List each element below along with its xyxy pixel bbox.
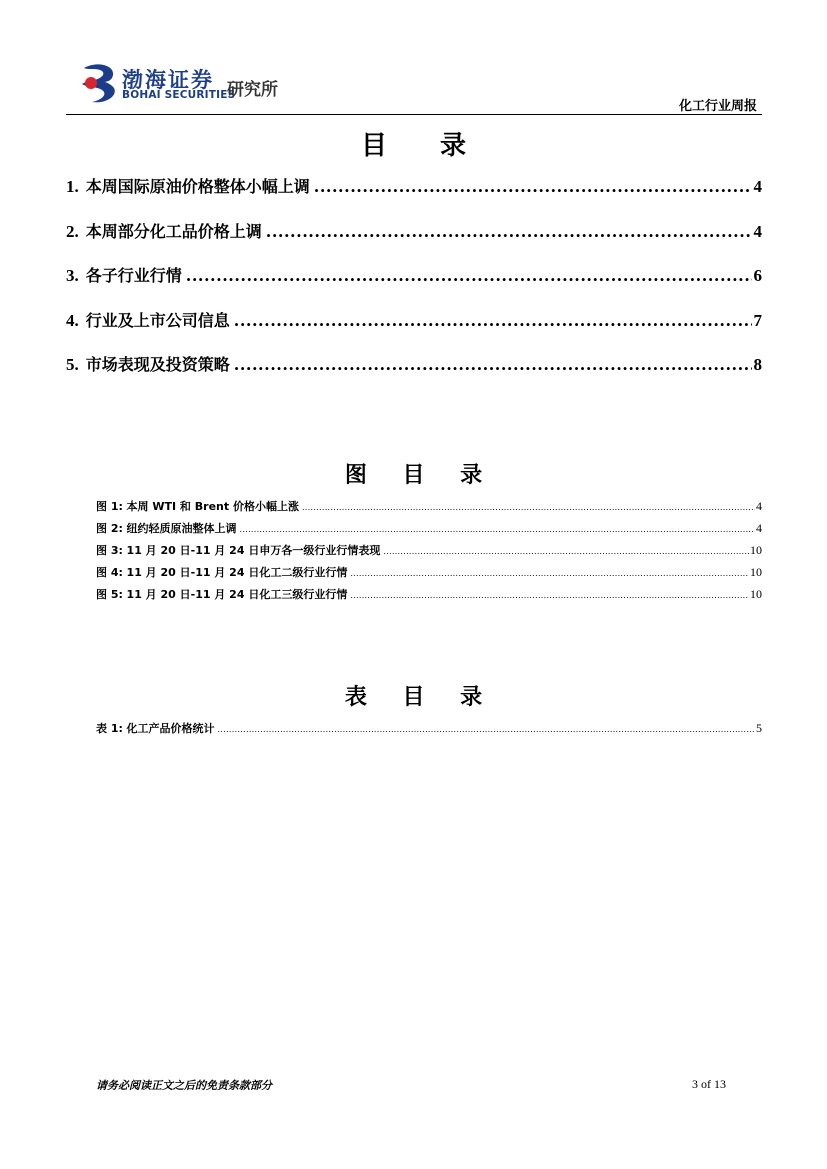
figure-entry-label: 图 3: [96,544,123,557]
page-number: 3 of 13 [692,1077,726,1091]
header-divider [66,114,762,115]
toc-title: 目 录 [360,131,489,161]
dot-leader [234,355,752,374]
figure-entry-text: 纽约轻质原油整体上调 [126,522,237,535]
toc-entry-label: 本周国际原油价格整体小幅上调 [85,177,310,196]
toc-entry-label: 本周部分化工品价格上调 [85,221,262,241]
table-entry-label: 表 1: [96,722,123,735]
toc-entry-page: 8 [753,355,762,374]
figure-entry-text: 11 月 20 日-11 月 24 日申万各一级行业行情表现 [126,544,381,557]
dot-leader [314,177,752,196]
dot-leader [350,569,749,578]
toc-entry-number: 3. [66,266,79,285]
figure-entry-page: 10 [750,565,762,579]
figure-entry[interactable] [96,564,762,586]
table-entry-text: 化工产品价格统计 [126,722,215,735]
figure-entry-label: 图 1: [96,500,123,513]
table-entry[interactable] [96,720,762,742]
figure-entry[interactable] [96,498,762,520]
toc-entry-label: 行业及上市公司信息 [85,310,230,330]
toc-entry[interactable] [66,263,762,308]
toc-entry-number: 4. [66,310,79,330]
page-header [0,0,827,120]
toc-entry-page: 4 [753,177,762,196]
table-list-title: 表 目 录 [344,685,497,710]
toc-entry-number: 5. [66,355,79,374]
toc-entry-label: 各子行业行情 [85,266,182,285]
table-list [96,720,762,742]
dot-leader [234,311,752,330]
toc-entry[interactable] [66,219,762,264]
figure-entry-text: 11 月 20 日-11 月 24 日化工三级行业行情 [126,588,348,601]
table-of-contents [66,174,762,397]
figure-entry-page: 4 [756,499,762,513]
figure-entry-label: 图 4: [96,566,123,579]
toc-entry[interactable] [66,352,762,397]
dot-leader [350,591,749,600]
dot-leader [302,503,755,512]
figure-entry-page: 10 [750,543,762,557]
brand-name-cn: 渤海证券 [122,68,214,92]
toc-entry-label: 市场表现及投资策略 [85,355,230,374]
toc-entry-page: 6 [753,266,762,285]
toc-entry-number: 1. [66,177,79,196]
figure-list [96,498,762,608]
toc-entry-page: 4 [753,221,762,241]
figure-entry-text: 本周 WTI 和 Brent 价格小幅上涨 [126,500,299,513]
toc-entry[interactable] [66,174,762,219]
dot-leader [266,222,752,241]
figure-list-title: 图 目 录 [344,463,497,488]
report-type: 化工行业周报 [678,99,757,114]
dot-leader [218,725,755,734]
figure-entry-text: 11 月 20 日-11 月 24 日化工二级行业行情 [126,566,348,579]
toc-entry-number: 2. [66,221,79,241]
figure-entry[interactable] [96,542,762,564]
dot-leader [240,525,755,534]
figure-entry[interactable] [96,520,762,542]
toc-entry-page: 7 [753,310,762,330]
figure-entry-label: 图 5: [96,588,123,601]
brand-name-en: BOHAI SECURITIES [122,89,236,101]
dot-leader [383,547,749,556]
figure-entry-page: 10 [750,587,762,601]
institute-name: 研究所 [227,80,278,100]
toc-entry[interactable] [66,308,762,353]
bohai-securities-logo [78,62,122,104]
footer-disclaimer: 请务必阅读正文之后的免责条款部分 [96,1079,272,1092]
figure-entry-page: 4 [756,521,762,535]
figure-entry[interactable] [96,586,762,608]
figure-entry-label: 图 2: [96,522,123,535]
table-entry-page: 5 [756,721,762,735]
dot-leader [186,266,752,285]
